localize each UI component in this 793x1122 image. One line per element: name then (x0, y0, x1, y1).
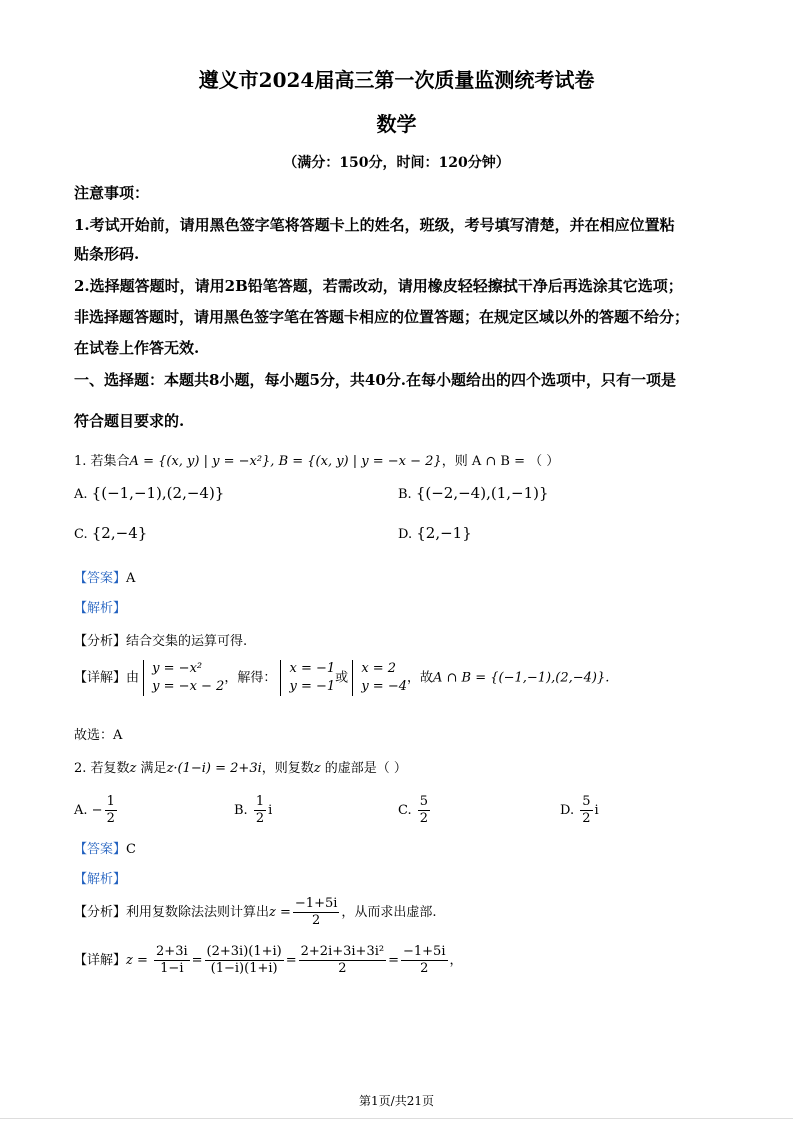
q1-opt-a-label: A. (74, 487, 88, 502)
q2-fenxi-den: 2 (312, 913, 321, 928)
q1-sys1-row1: y = −x² (143, 660, 224, 678)
q1-opt-c-label: C. (74, 527, 88, 542)
q2-fenxi-num: −1+5i (294, 896, 338, 911)
q2-d-f3-num: 2+2i+3i+3i² (300, 944, 385, 959)
q1-sys3-row2: y = −4 (352, 678, 407, 696)
q2-option-a (74, 794, 119, 827)
q1-analysis-tag: 【解析】 (74, 601, 127, 616)
q2-opt-a-fraction (105, 794, 117, 827)
q2-opt-b-den: 2 (255, 811, 265, 826)
score-info: （满分：150分，时间：120分钟） (283, 155, 510, 171)
q2-opt-d-num: 5 (582, 794, 591, 809)
q1-stem-prefix: 1. 若集合 (74, 454, 130, 469)
q1-sys3-row1: x = 2 (352, 660, 407, 678)
q2-opt-c-label: C. (398, 803, 412, 818)
q2-opt-d-den: 2 (582, 811, 591, 826)
q2-detail-frac3 (299, 944, 386, 977)
q2-opt-b-fraction (254, 794, 266, 827)
q2-analysis-tag: 【解析】 (74, 872, 127, 887)
section1-a: 一、选择题：本题共8小题，每小题5分，共40分.在每小题给出的四个选项中，只有一项是 (74, 371, 676, 389)
q2-stem-mid: 满足 (140, 761, 167, 776)
q2-fenxi-b: ，从而求出虚部. (341, 905, 437, 920)
q2-d-eq2: = (285, 953, 297, 968)
q2-answer-value: C (126, 842, 136, 857)
q2-opt-d-fraction (580, 794, 592, 827)
q1-option-d (398, 524, 472, 542)
q2-d-end: ， (449, 953, 463, 968)
q2-d-f1-den: 1−i (160, 961, 184, 976)
q1-opt-d-label: D. (398, 527, 413, 542)
q2-fenxi-a: 利用复数除法法则计算出 (126, 905, 270, 920)
q1-opt-b-value: {(−2,−4),(1,−1)} (415, 484, 549, 502)
q1-answer (74, 567, 135, 586)
q2-opt-a-label: A. (74, 803, 88, 818)
q1-option-b (398, 484, 549, 502)
q2-opt-b-label: B. (234, 803, 248, 818)
q1-detail-or: 或 (335, 670, 349, 686)
q1-detail-result: A ∩ B = {(−1,−1),(2,−4)}. (433, 670, 610, 686)
q1-fenxi-text: 结合交集的运算可得. (126, 634, 248, 649)
notice-2a: 2.选择题答题时，请用2B铅笔答题，若需改动，请用橡皮轻轻擦拭干净后再选涂其它选项； (74, 277, 683, 295)
q2-d-eq1: = (191, 953, 203, 968)
q1-opt-a-value: {(−1,−1),(2,−4)} (91, 484, 225, 502)
q2-detail-tag: 【详解】 (74, 953, 127, 968)
q2-fenxi-eq: z = (269, 905, 291, 920)
q2-opt-d-unit: i (594, 803, 599, 818)
q1-opt-d-value: {2,−1} (416, 524, 472, 542)
q2-stem-end: 的虚部是（ ） (324, 761, 407, 776)
q1-answer-value: A (126, 571, 136, 586)
q2-opt-a-den: 2 (106, 811, 115, 826)
footer-divider (0, 1118, 793, 1119)
q1-fenxi-tag: 【分析】 (74, 634, 127, 649)
q2-opt-d-label: D. (560, 803, 575, 818)
q2-d-f2-den: (1−i)(1+i) (210, 961, 278, 976)
exam-title: 遵义市2024届高三第一次质量监测统考试卷 (198, 68, 595, 92)
q2-opt-c-fraction (418, 794, 430, 827)
q2-d-f1-num: 2+3i (156, 944, 188, 959)
q1-opt-c-value: {2,−4} (91, 524, 148, 542)
q2-d-f2-num: (2+3i)(1+i) (206, 944, 282, 959)
q2-opt-b-num: 1 (255, 794, 265, 809)
q1-sys2-row1: x = −1 (280, 660, 335, 678)
q2-z: z (129, 761, 137, 776)
subject-title: 数学 (376, 112, 417, 136)
page-footer: 第1页/共21页 (359, 1094, 434, 1108)
notice-1b: 贴条形码. (74, 245, 140, 263)
q2-stem (74, 757, 407, 776)
q1-stem-suffix: ，则 A ∩ B = （ ） (441, 454, 560, 469)
q1-detail (74, 660, 609, 696)
q2-detail-frac4 (401, 944, 448, 977)
q1-stem (74, 450, 559, 469)
q2-z-2: z (313, 761, 321, 776)
q1-detail-solve: ，解得： (224, 670, 277, 686)
q2-opt-b-unit: i (268, 803, 273, 818)
q2-stem-suffix: ，则复数 (261, 761, 314, 776)
q2-detail (74, 944, 463, 977)
q1-fenxi (74, 630, 247, 649)
q2-detail-frac1 (154, 944, 190, 977)
q1-opt-b-label: B. (398, 487, 412, 502)
q1-option-c (74, 524, 147, 542)
q2-option-b (234, 794, 272, 827)
q2-stem-prefix: 2. 若复数 (74, 761, 130, 776)
q1-detail-tag: 【详解】 (74, 670, 127, 686)
q2-answer-tag: 【答案】 (74, 842, 127, 857)
q1-system-1 (143, 660, 224, 696)
q2-detail-z: z = (126, 953, 148, 968)
q1-detail-by: 由 (126, 670, 140, 686)
q2-d-f4-num: −1+5i (403, 944, 446, 959)
q1-option-a (74, 484, 224, 502)
q1-system-3 (352, 660, 407, 696)
q2-answer (74, 838, 136, 857)
q2-option-c (398, 794, 432, 827)
q2-opt-a-num: 1 (106, 794, 115, 809)
q2-opt-a-sign: − (91, 803, 103, 818)
q1-sets: A = {(x, y) | y = −x²}, B = {(x, y) | y = −x − 2} (129, 454, 442, 469)
notice-2b: 非选择题答题时，请用黑色签字笔在答题卡相应的位置答题；在规定区域以外的答题不给分； (74, 308, 690, 326)
section1-b: 符合题目要求的. (74, 412, 185, 430)
q1-sys2-row2: y = −1 (280, 678, 335, 696)
q2-fenxi-tag: 【分析】 (74, 905, 127, 920)
q2-detail-frac2 (205, 944, 284, 977)
q2-opt-c-num: 5 (419, 794, 429, 809)
q2-d-eq3: = (388, 953, 399, 968)
q2-d-f3-den: 2 (338, 961, 347, 976)
notice-2c: 在试卷上作答无效. (74, 339, 200, 357)
notice-heading: 注意事项： (74, 184, 150, 202)
q1-system-2 (280, 660, 335, 696)
q1-detail-so: ，故 (406, 670, 433, 686)
q1-conclusion: 故选：A (74, 728, 123, 743)
notice-1a: 1.考试开始前，请用黑色签字笔将答题卡上的姓名，班级，考号填写清楚，并在相应位置粘 (74, 216, 675, 234)
q2-fenxi-fraction (293, 896, 340, 929)
q2-equation: z·(1−i) = 2+3i (166, 761, 262, 776)
q2-option-d (560, 794, 599, 827)
q1-answer-tag: 【答案】 (74, 571, 127, 586)
q1-sys1-row2: y = −x − 2 (143, 678, 224, 696)
q2-opt-c-den: 2 (419, 811, 429, 826)
q2-d-f4-den: 2 (420, 961, 429, 976)
q2-fenxi (74, 896, 437, 929)
